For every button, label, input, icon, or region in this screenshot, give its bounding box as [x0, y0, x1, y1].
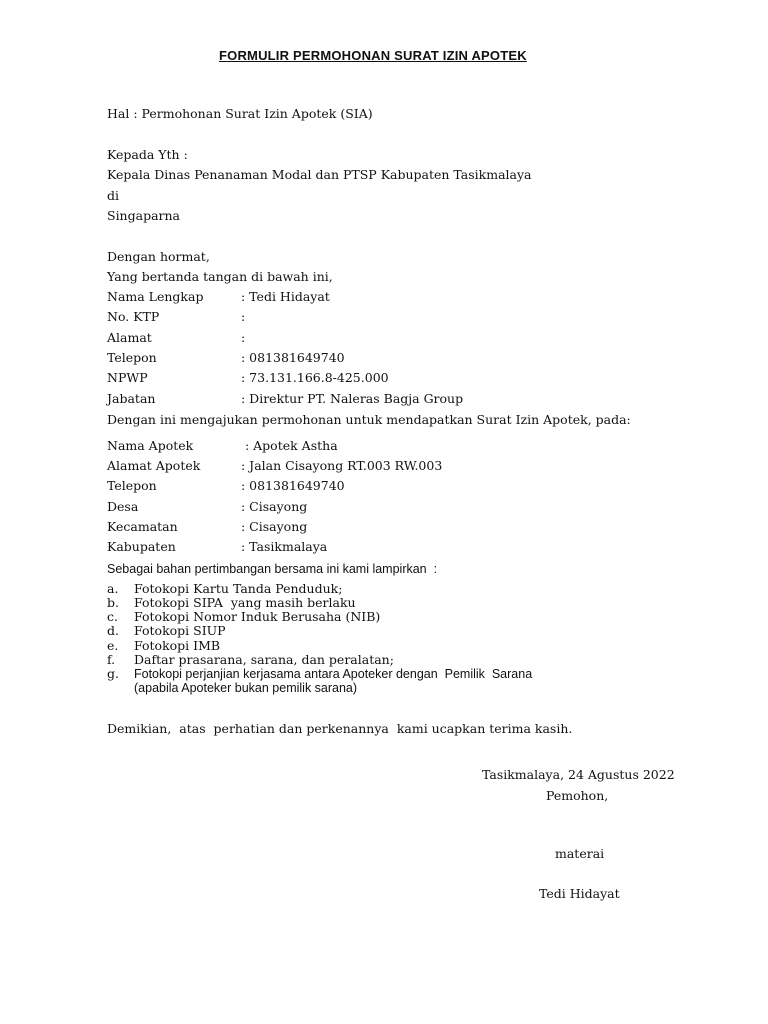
place-date: Tasikmalaya, 24 Agustus 2022 [482, 767, 675, 782]
field-label: Nama Apotek [107, 438, 194, 453]
field-label: Telepon [107, 350, 157, 365]
field-value: : Cisayong [241, 519, 308, 534]
list-marker: g. [107, 666, 119, 681]
field-label: Jabatan [107, 391, 156, 406]
field-value: : 73.131.166.8-425.000 [241, 370, 389, 385]
list-item: Fotokopi perjanjian kerjasama antara Apoteker dengan Pemilik Sarana [134, 667, 533, 681]
request-line: Dengan ini mengajukan permohonan untuk mendapatkan Surat Izin Apotek, pada: [107, 412, 631, 427]
list-item: Fotokopi IMB [134, 638, 221, 653]
document-title: FORMULIR PERMOHONAN SURAT IZIN APOTEK [219, 48, 527, 63]
field-value: : Tasikmalaya [241, 539, 328, 554]
field-label: Desa [107, 499, 139, 514]
field-value: : Jalan Cisayong RT.003 RW.003 [241, 458, 443, 473]
list-item-continuation: (apabila Apoteker bukan pemilik sarana) [134, 681, 358, 695]
field-label: No. KTP [107, 309, 160, 324]
field-value: : Cisayong [241, 499, 308, 514]
list-marker: b. [107, 595, 119, 610]
list-marker: a. [107, 581, 119, 596]
list-item: Fotokopi Kartu Tanda Penduduk; [134, 581, 343, 596]
greeting: Dengan hormat, [107, 249, 210, 264]
list-item: Daftar prasarana, sarana, dan peralatan; [134, 652, 394, 667]
list-marker: d. [107, 623, 119, 638]
list-item: Fotokopi Nomor Induk Berusaha (NIB) [134, 609, 381, 624]
stamp-placeholder: materai [555, 846, 605, 861]
intro-line: Yang bertanda tangan di bawah ini, [107, 269, 333, 284]
closing-line: Demikian, atas perhatian dan perkenannya kami ucapkan terima kasih. [107, 721, 573, 736]
subject-line: Hal : Permohonan Surat Izin Apotek (SIA) [107, 106, 373, 121]
field-label: Nama Lengkap [107, 289, 204, 304]
field-label: Kabupaten [107, 539, 176, 554]
field-label: Alamat Apotek [107, 458, 201, 473]
list-marker: f. [107, 652, 116, 667]
list-item: Fotokopi SIPA yang masih berlaku [134, 595, 356, 610]
signer-role: Pemohon, [546, 788, 609, 803]
recipient-city: Singaparna [107, 208, 180, 223]
list-marker: c. [107, 609, 118, 624]
field-label: Telepon [107, 478, 157, 493]
field-value: : [241, 309, 246, 324]
recipient-salutation: Kepada Yth : [107, 147, 188, 162]
list-item: Fotokopi SIUP [134, 623, 226, 638]
field-label: NPWP [107, 370, 148, 385]
field-value: : Apotek Astha [241, 438, 338, 453]
field-value: : Direktur PT. Naleras Bagja Group [241, 391, 464, 406]
field-value: : 081381649740 [241, 478, 345, 493]
field-label: Alamat [107, 330, 152, 345]
list-marker: e. [107, 638, 119, 653]
recipient-di: di [107, 188, 119, 203]
field-value: : Tedi Hidayat [241, 289, 330, 304]
field-value: : 081381649740 [241, 350, 345, 365]
recipient-name: Kepala Dinas Penanaman Modal dan PTSP Kabupaten Tasikmalaya [107, 167, 532, 182]
field-value: : [241, 330, 246, 345]
signer-name: Tedi Hidayat [539, 886, 620, 901]
attachments-intro: Sebagai bahan pertimbangan bersama ini kami lampirkan : [107, 562, 438, 576]
field-label: Kecamatan [107, 519, 178, 534]
